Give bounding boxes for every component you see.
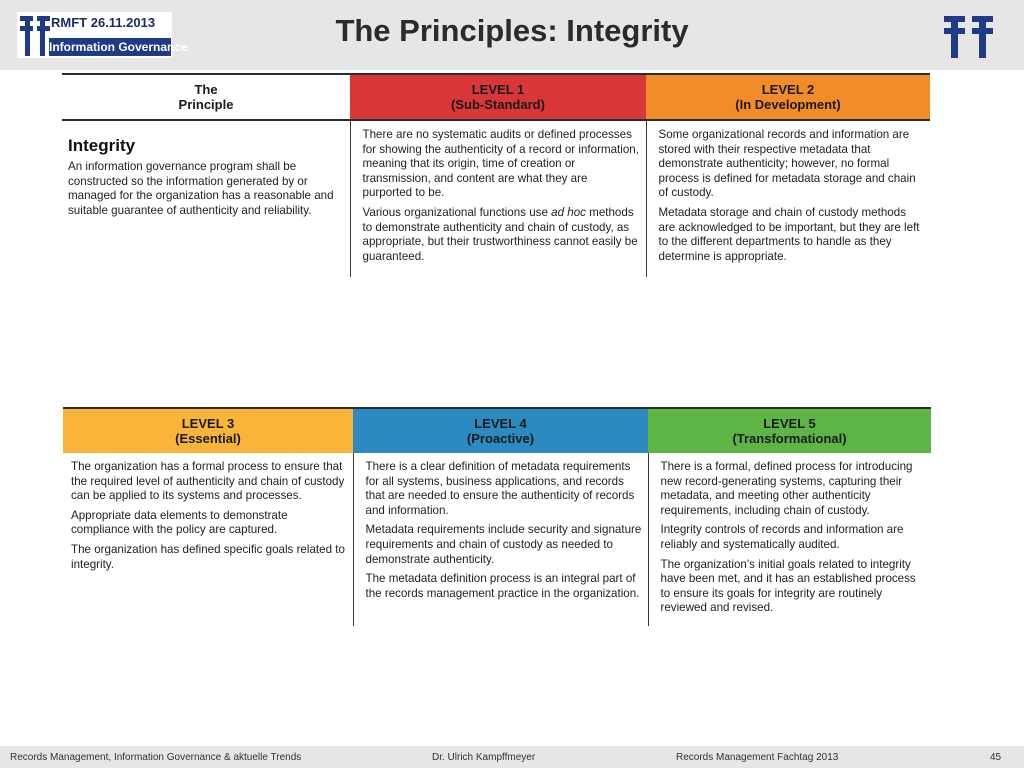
level-5-text: Integrity controls of records and information are reliably and systematically audited. [660,523,904,551]
slide-title: The Principles: Integrity [335,13,689,48]
badge-topic: Information Governance [49,40,188,54]
principle-title: Integrity [68,136,136,155]
pdf-logo-icon [944,16,994,58]
maturity-table-levels-3-5 [63,407,931,626]
header-level-2: LEVEL 2 (In Development) [646,74,930,120]
level-4-text: Metadata requirements include security and signature requirements and chain of custody as needed to demonstrate authenticity. [365,523,642,566]
level-1-text: Various organizational functions use ad hoc methods to demonstrate authenticity and chain of custody, as appropriate, but their trustworthiness cannot easily be guaranteed. [362,205,638,263]
header-level-3: LEVEL 3 (Essential) [63,408,353,453]
principle-text: An information governance program shall be constructed so the information generated by or managed for the organization has a reasonable and suitable guarantee of authenticity and reliability. [68,160,334,217]
slide-footer [0,746,1024,768]
principle-cell [62,120,350,277]
level-5-text: There is a formal, defined process for introducing new record-generating systems, capturing their metadata, and meeting other authenticity requirements, including chain of custody. [660,460,913,517]
level-4-text: The metadata definition process is an integral part of the records management practice in the organization. [365,572,640,600]
level-3-text: The organization has defined specific goals related to integrity. [71,542,345,571]
level-5-cell [648,453,931,626]
level-2-cell [646,120,930,277]
level-4-text: There is a clear definition of metadata requirements for all systems, business applications, and records that are needed to ensure the authenticity of records and information. [365,460,635,517]
slide-header [0,0,1024,70]
header-level-4: LEVEL 4 (Proactive) [353,408,648,453]
level-2-text: Some organizational records and information are stored with their respective metadata that demonstrate authenticity; however, no formal process is defined for metadata storage and chain of custody. [658,128,916,200]
header-principle: The Principle [62,74,350,120]
level-1-text: There are no systematic audits or defined processes for showing the authenticity of a record or information, meaning that its origin, time of creation or transmission, and content are what they are purported to be. [362,128,639,200]
level-1-cell [350,120,646,277]
level-2-text: Metadata storage and chain of custody methods are acknowledged to be important, but they are left to the different departments to handle as they determine is appropriate. [658,205,920,263]
maturity-table-levels-1-2 [62,73,930,277]
header-level-5: LEVEL 5 (Transformational) [648,408,931,453]
level-5-text: The organization's initial goals related to integrity have been met, and it has an established process to ensure its goals for integrity are routinely reviewed and revised. [660,557,916,615]
level-3-cell [63,453,353,626]
footer-event: Records Management Fachtag 2013 [676,752,839,763]
level-3-text: The organization has a formal process to ensure that the required level of authenticity and chain of custody can be applied to its systems and processes. [71,460,345,503]
footer-author: Dr. Ulrich Kampffmeyer [432,752,536,763]
footer-presentation-title: Records Management, Information Governance & aktuelle Trends [10,752,302,763]
header-level-1: LEVEL 1 (Sub-Standard) [350,74,646,120]
level-4-cell [353,453,648,626]
level-3-text: Appropriate data elements to demonstrate compliance with the policy are captured. [71,508,288,537]
badge-date: RMFT 26.11.2013 [51,15,156,30]
page-number: 45 [990,752,1002,763]
